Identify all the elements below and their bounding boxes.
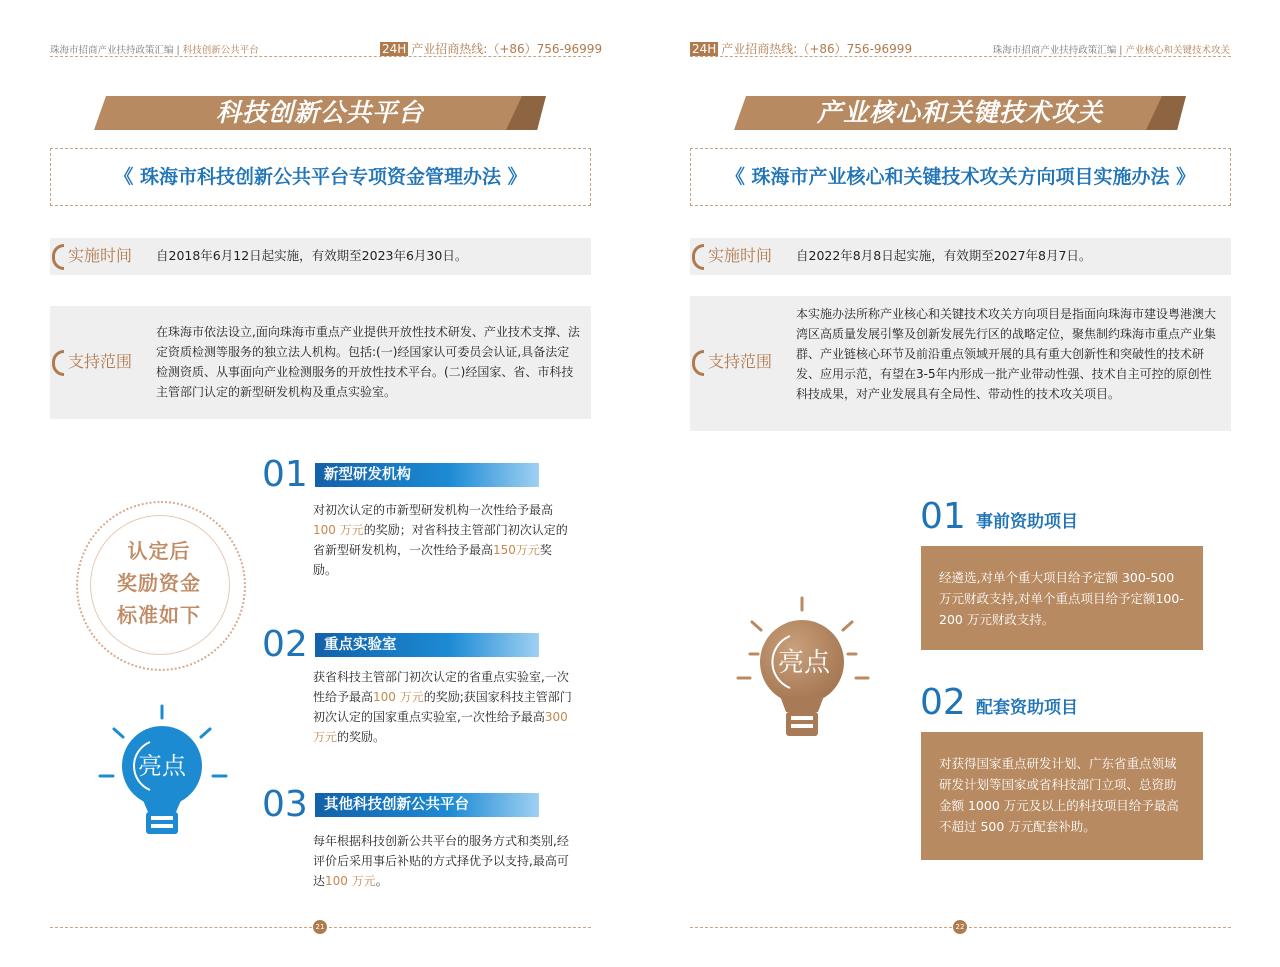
item-text-part: 。: [375, 874, 388, 888]
left-item-number: 01: [262, 454, 308, 495]
right-scope-text: 本实施办法所称产业核心和关键技术攻关方向项目是指面向珠海市建设粤港澳大湾区高质量发展引擎及创新发展先行区的战略定位，聚焦制约珠海市重点产业集群、产业链核心环节及前沿重点领域开展的具有重大创新性和突破性的技术研发、应用示范，有望在3-5年内形成一批产业带动性强、技术自主可控的原创性科技成果，对产业发展具有全局性、带动性的技术攻关项目。: [796, 307, 1217, 401]
left-item-number: 03: [262, 784, 308, 825]
left-header-divider: [50, 56, 591, 57]
left-item-text: [313, 667, 575, 747]
left-item-title: 新型研发机构: [315, 463, 539, 487]
right-scope-label: 支持范围: [692, 349, 772, 376]
left-header-title: 珠海市招商产业扶持政策汇编 | 科技创新公共平台: [50, 45, 259, 56]
item-text-part: 的奖励;获国家科技主管部门初次认定的国家重点实验室,一次性给予最高: [313, 690, 572, 724]
left-scope-box: [50, 306, 591, 419]
right-item-number: 01: [920, 496, 966, 537]
right-page-number: 22: [953, 920, 967, 934]
right-doc-title-box: [690, 148, 1231, 206]
left-banner: 科技创新公共平台: [94, 96, 546, 130]
left-time-text: 自2018年6月12日起实施，有效期至2023年6月30日。: [156, 248, 468, 263]
left-item-text: [313, 831, 575, 891]
left-hotline: 24H 产业招商热线:（+86）756-96999: [382, 42, 603, 56]
left-item-title: 其他科技创新公共平台: [315, 793, 539, 817]
right-header-title: 珠海市招商产业扶持政策汇编 | 产业核心和关键技术攻关: [992, 45, 1230, 56]
right-bulb-text: 亮点: [777, 648, 831, 678]
highlight-amount: 300 万元: [313, 710, 568, 744]
left-scope-text: 在珠海市依法设立,面向珠海市重点产业提供开放性技术研发、产业技术支撑、法定资质检测等服务的独立法人机构。包括:(一)经国家认可委员会认证,具备法定检测资质、从事面向产业检测服务的开放性技术平台。(二)经国家、省、市科技主管部门认定的新型研发机构及重点实验室。: [156, 325, 580, 399]
left-page-number: 21: [313, 920, 327, 934]
highlight-amount: 100 万元: [325, 874, 376, 888]
right-hotline: 24H 产业招商热线:（+86）756-96999: [692, 42, 913, 56]
item-text-part: 奖励。: [313, 543, 552, 577]
right-item-box: 经遴选,对单个重大项目给予定额 300-500万元财政支持,对单个重点项目给予定额100-200 万元财政支持。: [921, 546, 1203, 650]
left-doc-title-box: [50, 148, 591, 206]
right-doc-title: 《 珠海市产业核心和关键技术攻关方向项目实施办法 》: [725, 166, 1196, 188]
item-text-part: 的奖励。: [337, 730, 386, 744]
highlight-amount: 150万元: [493, 543, 540, 557]
left-item-title: 重点实验室: [315, 633, 539, 657]
highlight-bulb-icon-brown: [736, 596, 872, 746]
highlight-bulb-icon-blue: [96, 702, 232, 838]
item-text-part: 对初次认定的市新型研发机构一次性给予最高: [313, 503, 554, 517]
highlight-amount: 100 万元: [373, 690, 424, 704]
left-item-number: 02: [262, 624, 308, 665]
left-item-text: [313, 500, 575, 580]
item-text-part: 每年根据科技创新公共平台的服务方式和类别,经评价后采用事后补贴的方式择优予以支持,最高可达: [313, 834, 569, 888]
right-scope-box: [690, 296, 1231, 431]
reward-standard-text: 认定后 奖励资金 标准如下: [117, 539, 201, 627]
left-time-box: [50, 238, 591, 275]
right-item-box: 对获得国家重点研发计划、广东省重点领域研发计划等国家或省科技部门立项、总资助金额 1000 万元及以上的科技项目给予最高不超过 500 万元配套补助。: [921, 732, 1203, 860]
right-item-title: 配套资助项目: [976, 698, 1078, 718]
right-item-title: 事前资助项目: [976, 512, 1078, 532]
left-scope-label: 支持范围: [52, 349, 132, 376]
left-doc-title: 《 珠海市科技创新公共平台专项资金管理办法 》: [114, 166, 527, 188]
right-time-text: 自2022年8月8日起实施，有效期至2027年8月7日。: [796, 248, 1092, 263]
right-header-divider: [690, 56, 1231, 57]
right-time-box: [690, 238, 1231, 275]
right-item-number: 02: [920, 682, 966, 723]
left-time-label: 实施时间: [52, 243, 132, 270]
highlight-amount: 100 万元: [313, 523, 364, 537]
item-text-part: 获省科技主管部门初次认定的省重点实验室,一次性给予最高: [313, 670, 569, 704]
right-time-label: 实施时间: [692, 243, 772, 270]
left-bulb-text: 亮点: [138, 752, 186, 780]
right-banner: 产业核心和关键技术攻关: [734, 96, 1186, 130]
item-text-part: 的奖励；对省科技主管部门初次认定的省新型研发机构，一次性给予最高: [313, 523, 568, 557]
